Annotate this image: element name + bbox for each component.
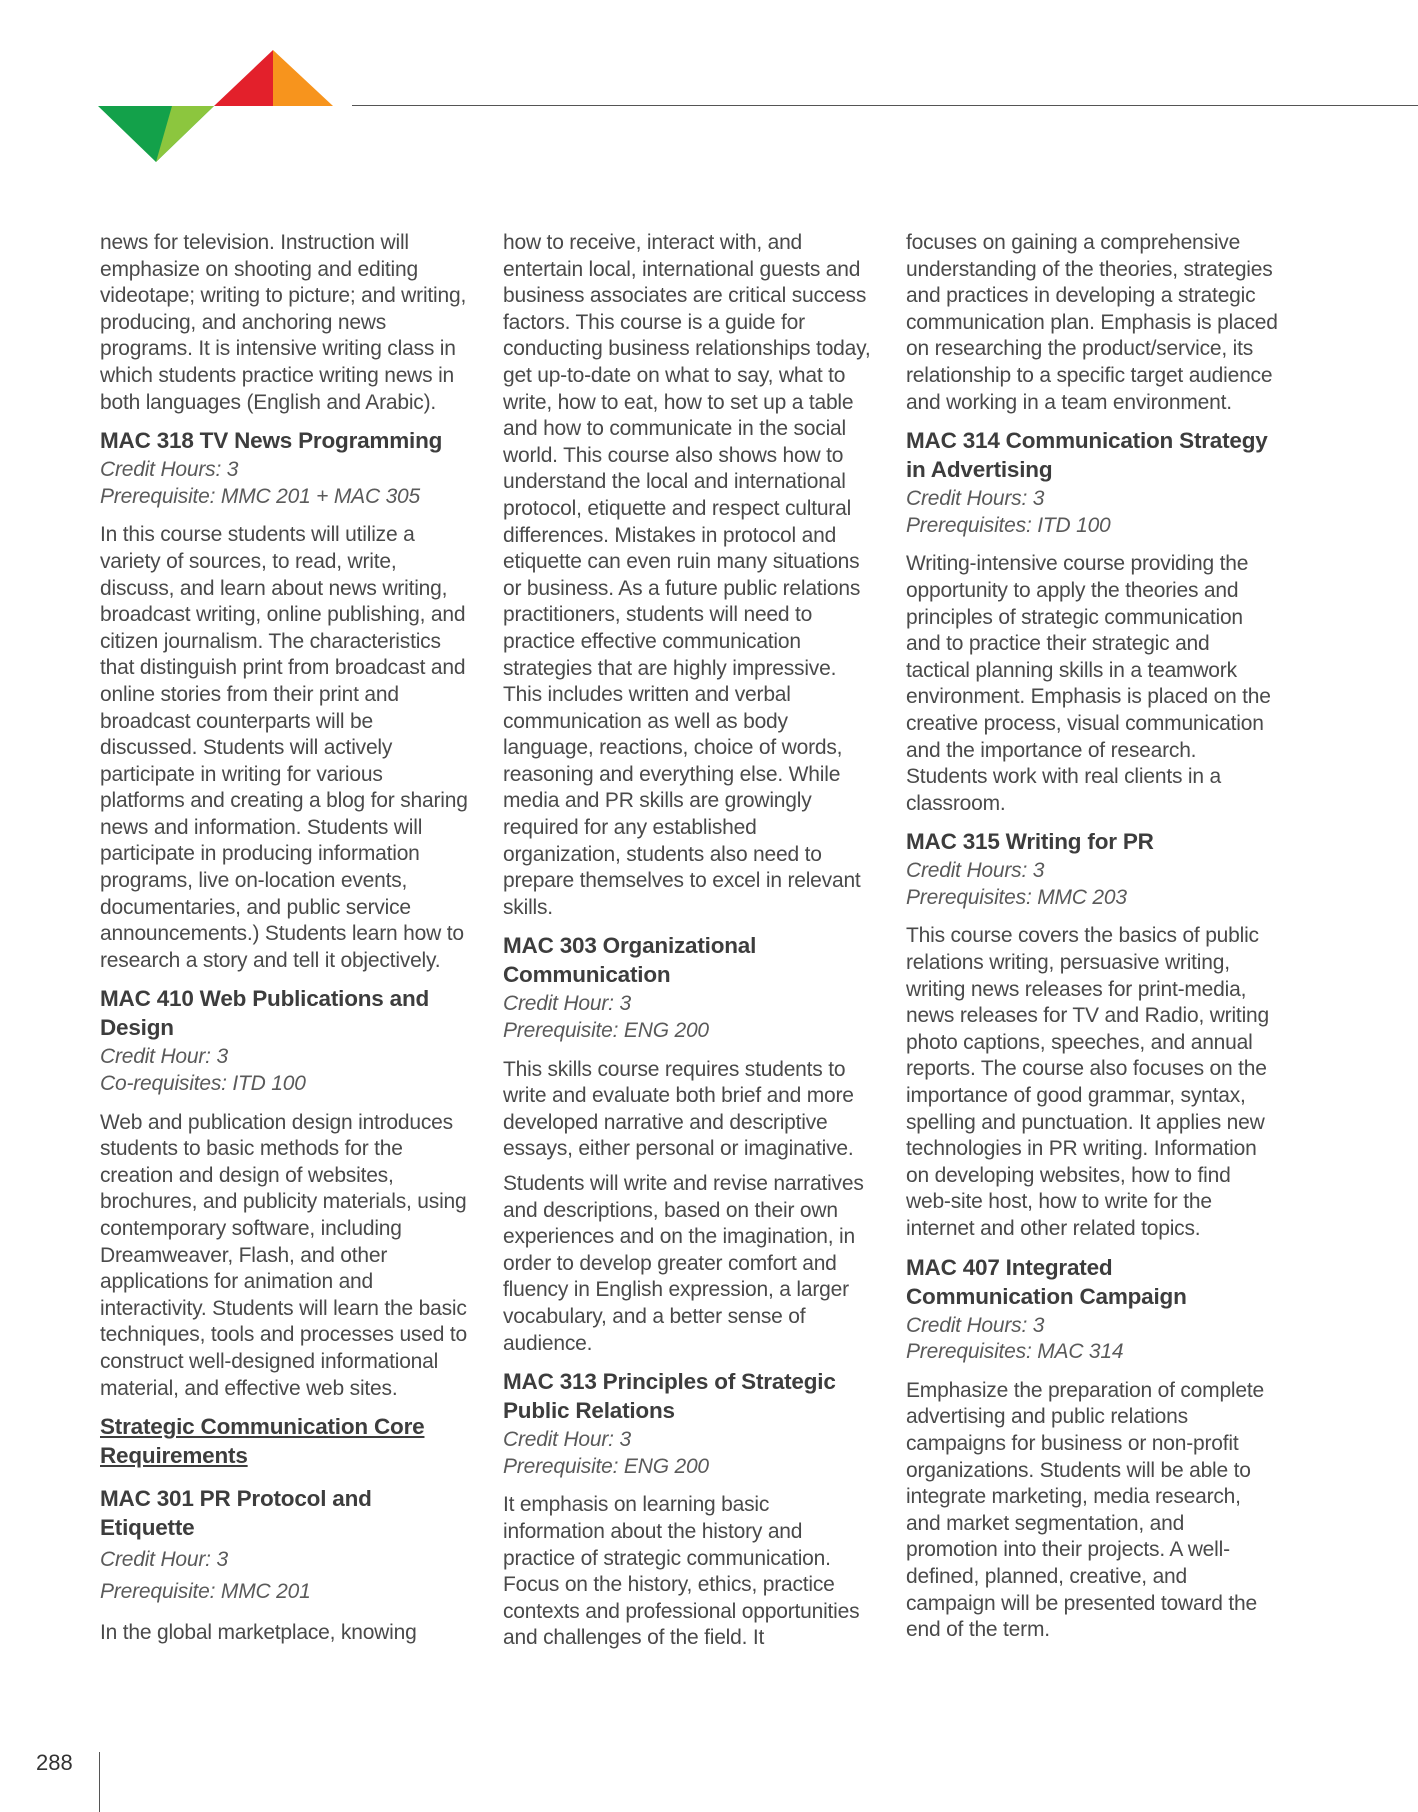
prerequisite: Prerequisite: ENG 200: [503, 1019, 709, 1043]
continued-paragraph: focuses on gaining a comprehensive understanding of the theories, strategies and practices in developing a strategic communication plan. Emphasis is placed on researching the product/service, its relationship to a specific target audience and working in a team environment.: [906, 231, 1278, 414]
course-description-mac313: It emphasis on learning basic information about the history and practice of strategic communication. Focus on the history, ethics, practice contexts and professional opportunities and challenges of the field. It: [503, 1493, 860, 1650]
course-meta-mac410: [100, 1044, 472, 1097]
course-meta-mac303: [503, 991, 875, 1044]
credit-hours: Credit Hour: 3: [100, 1548, 228, 1572]
column-1: [100, 230, 472, 1655]
course-meta-mac407: [906, 1313, 1278, 1366]
course-meta-mac315: [906, 858, 1278, 911]
course-meta-mac313: [503, 1427, 875, 1480]
course-meta-mac314: [906, 486, 1278, 539]
course-meta-mac301: [100, 1544, 472, 1608]
continued-paragraph: how to receive, interact with, and entertain local, international guests and business associates are critical success factors. This course is a guide for conducting business relationships today, get up-to-date on what to say, what to write, how to eat, how to set up a table and how to communicate in the social world. This course also shows how to understand the local and international protocol, etiquette and respect cultural differences. Mistakes in protocol and etiquette can even ruin many situations or business. As a future public relations practitioners, students will need to practice effective communication strategies that are highly impressive. This includes written and verbal communication as well as body language, reactions, choice of words, reasoning and everything else. While media and PR skills are growingly required for any established organization, students also need to prepare themselves to excel in relevant skills.: [503, 231, 871, 919]
section-heading-strategic-communication: Strategic Communication Core Requirements: [100, 1414, 425, 1469]
prerequisite: Prerequisites: MMC 203: [906, 885, 1127, 909]
course-title-mac303: MAC 303 Organizational Communication: [503, 933, 757, 988]
course-description-mac303-continued: Students will write and revise narratives and descriptions, based on their own experiences and on the imagination, in order to develop greater comfort and fluency in English expression, a larger vocabulary, and a better sense of audience.: [503, 1172, 864, 1355]
course-meta-mac318: [100, 457, 472, 510]
credit-hours: Credit Hours: 3: [906, 1313, 1045, 1337]
brand-triangles-logo: [98, 50, 338, 162]
course-description-mac410: Web and publication design introduces students to basic methods for the creation and design of websites, brochures, and publicity materials, using contemporary software, including Dreamweaver, Flash, and other applications for animation and interactivity. Students will learn the basic techniques, tools and processes used to construct well-designed informational material, and effective web sites.: [100, 1110, 467, 1400]
course-title-mac301: MAC 301 PR Protocol and Etiquette: [100, 1486, 372, 1541]
page-number: 288: [36, 1750, 73, 1775]
course-description-mac301: In the global marketplace, knowing: [100, 1621, 417, 1645]
course-title-mac314: MAC 314 Communication Strategy in Advertising: [906, 428, 1268, 483]
course-description-mac315: This course covers the basics of public relations writing, persuasive writing, writing news releases for print-media, news releases for TV and Radio, writing photo captions, speeches, and annual reports. The course also focuses on the importance of good grammar, syntax, spelling and punctuation. It applies new technologies in PR writing. Information on developing websites, how to find web-site host, how to write for the internet and other related topics.: [906, 924, 1269, 1240]
credit-hours: Credit Hour: 3: [503, 1428, 631, 1452]
course-description-mac407: Emphasize the preparation of complete advertising and public relations campaigns for business or non-profit organizations. Students will be able to integrate marketing, media research, and market segmentation, and promotion into their projects. A well-defined, planned, creative, and campaign will be presented toward the end of the term.: [906, 1378, 1264, 1642]
header-rule: [352, 105, 1418, 106]
course-title-mac318: MAC 318 TV News Programming: [100, 428, 443, 454]
page-number-divider: [99, 1752, 100, 1812]
prerequisite: Prerequisite: MMC 201: [100, 1580, 311, 1604]
prerequisite: Prerequisite: MMC 201 + MAC 305: [100, 484, 421, 508]
prerequisite: Prerequisite: ENG 200: [503, 1454, 709, 1478]
corequisite: Co-requisites: ITD 100: [100, 1072, 306, 1096]
prerequisite: Prerequisites: ITD 100: [906, 513, 1111, 537]
credit-hours: Credit Hours: 3: [906, 487, 1045, 511]
credit-hours: Credit Hour: 3: [100, 1045, 228, 1069]
course-description-mac303: This skills course requires students to write and evaluate both brief and more developed narrative and descriptive essays, either personal or imaginative.: [503, 1057, 854, 1161]
logo-triangle-orange: [273, 50, 333, 106]
column-3: [906, 230, 1278, 1652]
course-title-mac313: MAC 313 Principles of Strategic Public Relations: [503, 1369, 836, 1424]
credit-hours: Credit Hour: 3: [503, 992, 631, 1016]
credit-hours: Credit Hours: 3: [100, 458, 239, 482]
course-title-mac407: MAC 407 Integrated Communication Campaign: [906, 1254, 1187, 1309]
course-description-mac314: Writing-intensive course providing the opportunity to apply the theories and principles of strategic communication and to practice their strategic and tactical planning skills in a teamwork environment. Emphasis is placed on the creative process, visual communication and the importance of research. Students work with real clients in a classroom.: [906, 552, 1271, 815]
column-2: [503, 230, 875, 1660]
course-title-mac410: MAC 410 Web Publications and Design: [100, 986, 430, 1041]
course-description-mac318: In this course students will utilize a variety of sources, to read, write, discuss, and learn about news writing, broadcast writing, online publishing, and citizen journalism. The characteristics that distinguish print from broadcast and online stories from their print and broadcast counterparts will be discussed. Students will actively participate in writing for various platforms and creating a blog for sharing news and information. Students will participate in producing information programs, live on-location events, documentaries, and public service announcements.) Students learn how to research a story and tell it objectively.: [100, 523, 468, 972]
intro-paragraph: news for television. Instruction will emphasize on shooting and editing videotape; writing to picture; and writing, producing, and anchoring news programs. It is intensive writing class in which students practice writing news in both languages (English and Arabic).: [100, 231, 467, 414]
logo-triangle-red: [214, 50, 273, 106]
prerequisite: Prerequisites: MAC 314: [906, 1340, 1124, 1364]
course-title-mac315: MAC 315 Writing for PR: [906, 829, 1154, 855]
credit-hours: Credit Hours: 3: [906, 859, 1045, 883]
